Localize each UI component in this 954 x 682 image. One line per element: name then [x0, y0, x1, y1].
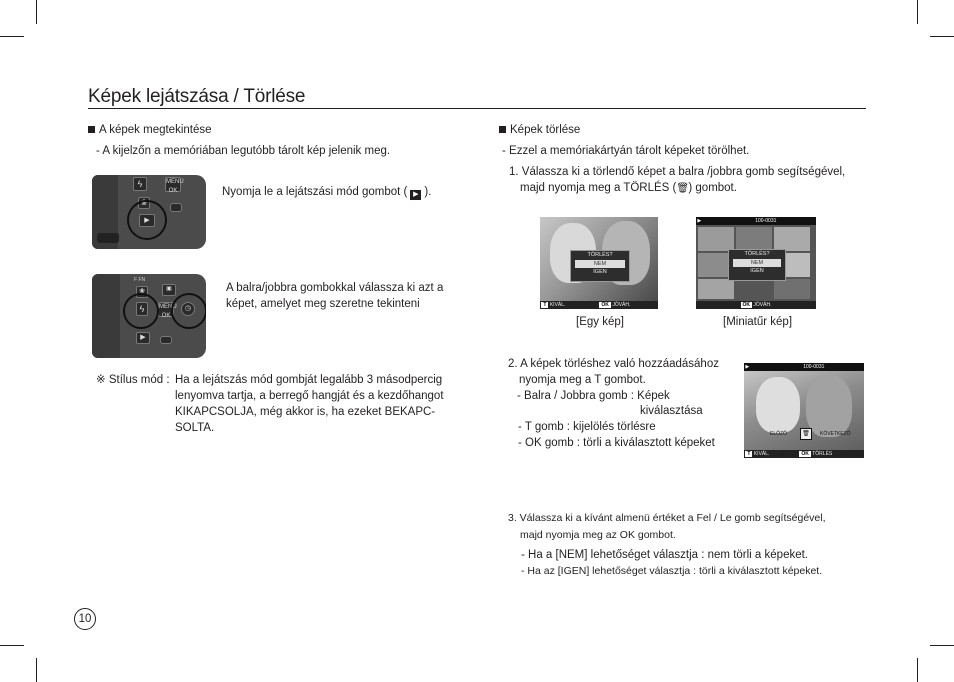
play-mode-icon: ▶	[697, 218, 702, 224]
approve-label: JÓVÁH.	[612, 302, 631, 308]
screen-top-bar	[744, 363, 864, 371]
ok-key: OK	[601, 302, 609, 308]
screen-top-bar	[696, 217, 816, 225]
file-number: 100-0031	[755, 218, 777, 224]
right-step3-c: - Ha a [NEM] lehetőséget választja : nem törli a képeket.	[521, 549, 808, 561]
left-heading	[88, 122, 212, 138]
right-step1-b	[520, 180, 737, 197]
highlight-circle-right	[171, 293, 206, 329]
select-delete-screen	[744, 363, 864, 458]
select-label: KIVÁL.	[549, 302, 566, 308]
delete-label: TÖRLÉS	[812, 451, 833, 457]
crop-mark	[930, 645, 954, 646]
camera-strap	[97, 233, 119, 243]
ok-label: OK	[168, 188, 178, 194]
fn-label: F FN	[134, 277, 146, 283]
menu-label: MENU	[159, 304, 177, 310]
face-right	[806, 375, 852, 437]
t-key: T	[747, 451, 751, 457]
display-button-icon: ▣	[162, 284, 176, 296]
approve-label: JÓVÁH.	[753, 302, 772, 308]
trash-icon: 🗑	[676, 183, 690, 194]
left-step2-b: képet, amelyet meg szeretne tekinteni	[226, 298, 420, 310]
single-image-screen	[540, 217, 658, 309]
file-number: 100-0031	[803, 364, 825, 370]
right-step2-b: nyomja meg a T gombot.	[519, 374, 646, 386]
caption-single: [Egy kép]	[576, 316, 624, 328]
crop-mark	[930, 36, 954, 37]
camera-back-image-2	[92, 274, 206, 358]
flash-icon: ϟ	[133, 177, 147, 191]
left-heading-text: A képek megtekintése	[99, 124, 212, 136]
thumbnail[interactable]	[698, 227, 734, 251]
page-title: Képek lejátszása / Törlése	[88, 86, 306, 107]
toggle-button-icon	[170, 203, 182, 212]
option-no[interactable]: NEM	[733, 259, 781, 267]
right-step1-c: ) gombot.	[688, 182, 737, 194]
crop-mark	[36, 658, 37, 682]
right-step1-a: 1. Válassza ki a törlendő képet a balra /jobbra gomb segítségével,	[509, 166, 846, 178]
right-step1-b-text: majd nyomja meg a TÖRLÉS (	[520, 182, 677, 194]
macro-icon: ❀	[138, 197, 150, 209]
right-step3-d: - Ha az [IGEN] lehetőséget választja : törli a kiválasztott képeket.	[521, 565, 823, 577]
highlight-circle-left	[123, 293, 159, 329]
face-left	[756, 377, 800, 433]
thumbnail-screen	[696, 217, 816, 309]
left-step2-a: A balra/jobbra gombokkal válassza ki azt a	[226, 282, 444, 294]
right-step2-c: - Balra / Jobbra gomb : Képek	[517, 390, 670, 402]
flash-icon: ϟ	[136, 302, 148, 316]
note-label-text: Stílus mód :	[108, 374, 170, 386]
left-step1	[222, 184, 431, 200]
option-yes[interactable]: IGEN	[593, 269, 607, 275]
page-number: 10	[74, 608, 96, 630]
thumbnail[interactable]	[774, 227, 810, 251]
crop-mark	[917, 0, 918, 24]
note-label	[96, 372, 170, 388]
right-step3-b: majd nyomja meg az OK gombot.	[520, 529, 676, 541]
right-heading	[499, 122, 580, 138]
right-step2-d: kiválasztása	[640, 405, 703, 417]
crop-mark	[36, 0, 37, 24]
macro-icon: ❀	[136, 286, 148, 298]
screen-bottom-bar	[540, 301, 658, 309]
camera-back-image-1	[92, 175, 206, 249]
dialog-title: TÖRLÉS?	[587, 252, 613, 258]
thumbnail[interactable]	[736, 227, 772, 251]
timer-icon: ◷	[181, 302, 195, 316]
right-step2-e: - T gomb : kijelölés törlésre	[518, 421, 656, 433]
note-mark: ※	[96, 374, 106, 386]
prev-label: ELŐZŐ	[770, 431, 787, 437]
left-step1-text: Nyomja le a lejátszási mód gombot (	[222, 186, 408, 198]
thumbnail[interactable]	[698, 279, 734, 299]
bullet-square-icon	[88, 126, 95, 133]
crop-mark	[0, 36, 24, 37]
right-line1: - Ezzel a memóriakártyán tárolt képeket törölhet.	[502, 145, 750, 157]
dialog-title: TÖRLÉS?	[744, 251, 770, 257]
right-step2-f: - OK gomb : törli a kiválasztott képeket	[518, 437, 715, 449]
toggle-button-icon	[160, 336, 172, 344]
crop-mark	[0, 645, 24, 646]
ok-label: OK	[161, 313, 171, 319]
thumbnail[interactable]	[774, 279, 810, 299]
delete-dialog	[570, 250, 630, 282]
note-line: KIKAPCSOLJA, még akkor is, ha ezeket BEKAPC-	[175, 406, 436, 418]
screen-bottom-bar	[696, 301, 816, 309]
right-heading-text: Képek törlése	[510, 124, 581, 136]
option-no[interactable]: NEM	[575, 260, 625, 268]
delete-dialog	[728, 249, 786, 281]
delete-mark-icon: 🗑	[800, 428, 812, 440]
right-step2-a: 2. A képek törléshez való hozzáadásához	[508, 358, 719, 370]
right-step3-a: 3. Válassza ki a kívánt almenü értéket a Fel / Le gomb segítségével,	[508, 512, 826, 524]
note-line: lenyomva tartja, a berregő hangját és a kezdőhangot	[175, 390, 444, 402]
next-label: KÖVETKEZŐ	[820, 431, 851, 437]
ok-key: OK	[742, 302, 751, 308]
t-key: T	[543, 302, 547, 308]
play-mode-icon: ▶	[745, 364, 750, 370]
playback-button: ▶	[136, 332, 150, 344]
playback-mode-icon: ▶	[410, 190, 421, 200]
select-label: KIVÁL.	[753, 451, 770, 457]
caption-thumb: [Miniatűr kép]	[723, 316, 793, 328]
option-yes[interactable]: IGEN	[750, 268, 764, 274]
left-step1-end: ).	[424, 186, 432, 198]
screen-bottom-bar	[744, 450, 864, 458]
note-line: SOLTA.	[175, 422, 215, 434]
camera-screen-edge	[92, 274, 120, 358]
highlight-circle	[127, 200, 167, 240]
note-line: Ha a lejátszás mód gombját legalább 3 másodpercig	[175, 374, 443, 386]
crop-mark	[917, 658, 918, 682]
menu-ok-button	[165, 177, 184, 194]
title-rule	[88, 108, 866, 109]
bullet-square-icon	[499, 126, 506, 133]
left-line1: - A kijelzőn a memóriában legutóbb tárolt kép jelenik meg.	[96, 145, 391, 157]
menu-label: MENU	[166, 179, 184, 185]
playback-button: ▶	[139, 214, 155, 227]
ok-key: OK	[801, 451, 809, 457]
